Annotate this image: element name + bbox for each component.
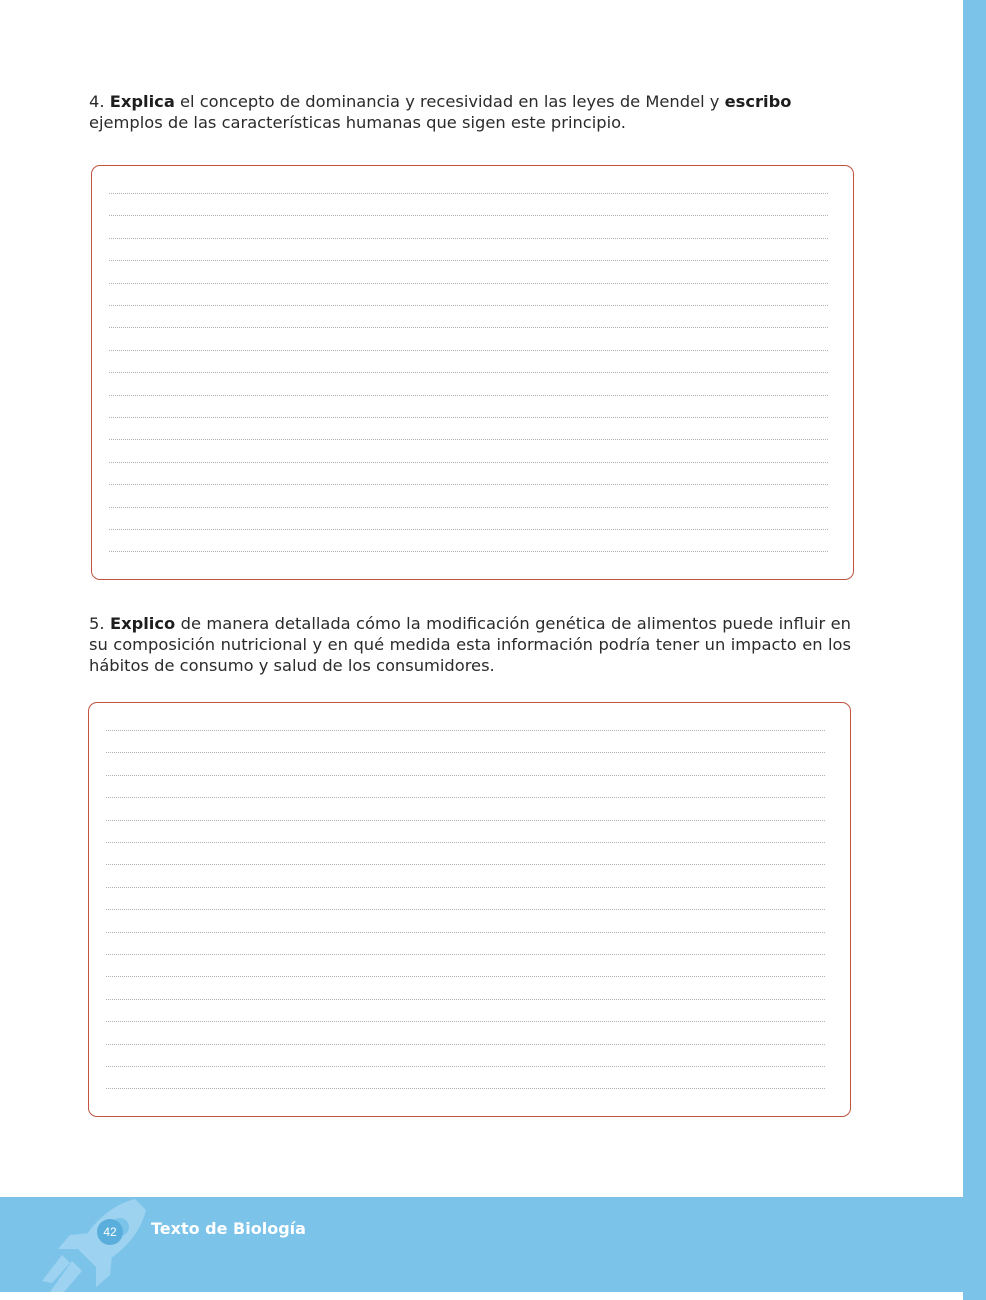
- writing-line: [109, 238, 828, 239]
- writing-line: [109, 350, 828, 351]
- writing-line: [106, 820, 825, 821]
- question-text: de manera detallada cómo la modificación genética de alimentos puede influir en su composición nutricional y en qué medida esta información podría tener un impacto en los hábitos de consumo y salud de los consumidores.: [89, 614, 851, 675]
- writing-line: [109, 529, 828, 530]
- writing-line: [106, 1021, 825, 1022]
- page-number-badge: 42: [97, 1219, 123, 1245]
- writing-line: [109, 417, 828, 418]
- question-5-text: [89, 613, 851, 676]
- writing-line: [106, 842, 825, 843]
- footer-bottom-strip: [0, 1292, 963, 1300]
- side-color-band: [963, 0, 986, 1300]
- answer-box-question-5[interactable]: [88, 702, 851, 1117]
- instruction-verb: escribo: [724, 92, 792, 111]
- writing-line: [109, 484, 828, 485]
- writing-line: [109, 215, 828, 216]
- writing-line: [109, 260, 828, 261]
- writing-line: [106, 775, 825, 776]
- writing-line: [106, 752, 825, 753]
- writing-line: [106, 730, 825, 731]
- question-4-text: [89, 91, 851, 133]
- book-title: Texto de Biología: [151, 1219, 306, 1238]
- instruction-verb: Explica: [109, 92, 175, 111]
- writing-line: [109, 327, 828, 328]
- writing-line: [106, 932, 825, 933]
- writing-line: [106, 864, 825, 865]
- answer-box-question-4[interactable]: [91, 165, 854, 580]
- writing-line: [106, 1044, 825, 1045]
- writing-line: [106, 1066, 825, 1067]
- writing-line: [109, 283, 828, 284]
- writing-line: [106, 797, 825, 798]
- writing-line: [109, 395, 828, 396]
- writing-line: [109, 439, 828, 440]
- writing-line: [106, 909, 825, 910]
- rocket-icon: [40, 1197, 160, 1292]
- writing-line: [109, 462, 828, 463]
- instruction-verb: Explico: [109, 614, 176, 633]
- question-text: ejemplos de las características humanas que sigen este principio.: [89, 113, 626, 132]
- writing-line: [109, 193, 828, 194]
- writing-line: [106, 887, 825, 888]
- question-number: 5.: [89, 614, 105, 633]
- writing-line: [106, 954, 825, 955]
- writing-line: [106, 1088, 825, 1089]
- writing-line: [109, 372, 828, 373]
- question-text: el concepto de dominancia y recesividad en las leyes de Mendel y: [174, 92, 725, 111]
- writing-line: [109, 507, 828, 508]
- writing-line: [106, 999, 825, 1000]
- writing-line: [109, 305, 828, 306]
- question-number: 4.: [89, 92, 105, 111]
- writing-line: [106, 976, 825, 977]
- writing-line: [109, 551, 828, 552]
- page-footer: [0, 1197, 963, 1292]
